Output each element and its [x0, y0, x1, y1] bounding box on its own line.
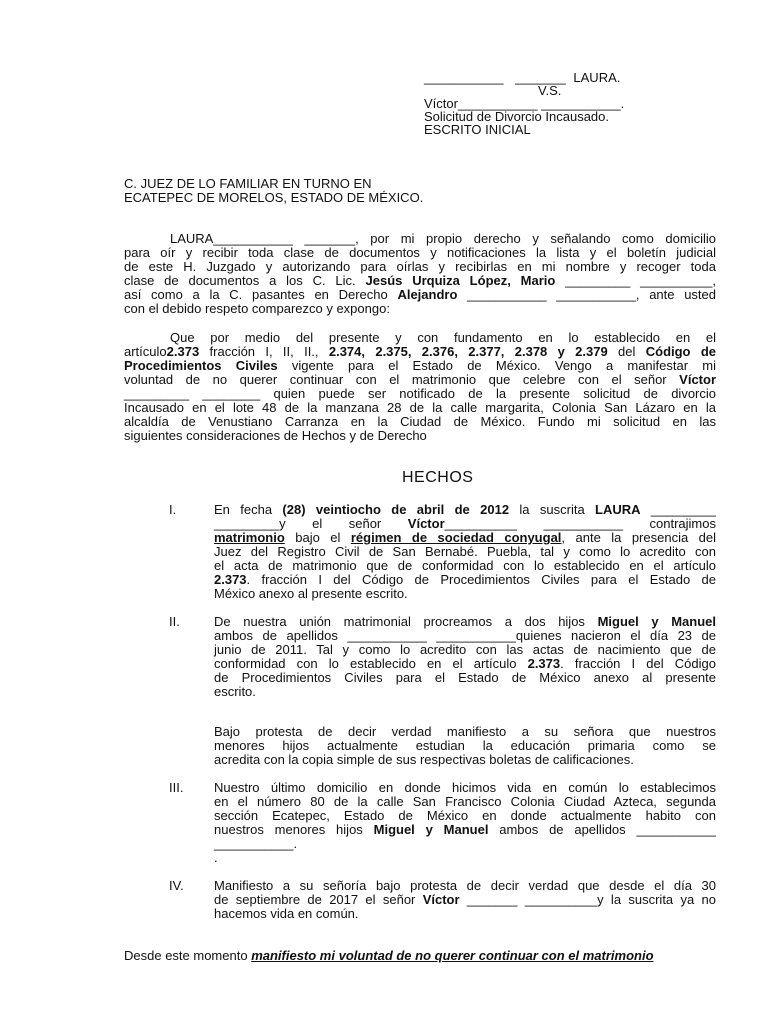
- fact-ii-protest: [214, 725, 716, 767]
- fact-iii-line-1: Nuestro último domicilio en donde hicimos vida en común lo establecimos: [214, 780, 716, 795]
- legal-fractions: fracción I, II, II.,: [199, 344, 319, 359]
- fact-iv-spouse: Víctor: [422, 892, 460, 907]
- fact-ii-article: 2.373: [527, 656, 561, 671]
- fact-iii-l4a: nuestros menores hijos: [214, 822, 374, 837]
- intro-paragraph: [124, 232, 716, 316]
- header-blank-2: _______: [515, 70, 566, 85]
- fact-i-blank: _________: [640, 502, 716, 517]
- fact-iv-line-3: hacemos vida en común.: [214, 906, 359, 921]
- header-defendant: Víctor___________ ___________.: [424, 96, 625, 111]
- fact-ii-protest-line-2: menores hijos actualmente estudian la educación primaria como se: [214, 738, 716, 753]
- fact-i-line-3: [214, 531, 716, 545]
- intro-line-1: [124, 232, 716, 246]
- fact-ii-line-3: junio de 2011. Tal y como lo acredito con las actas de nacimiento que de: [214, 642, 716, 657]
- legal-basis-paragraph: [124, 331, 716, 443]
- fact-i-text: [214, 503, 716, 601]
- fact-ii-text: [214, 615, 716, 699]
- fact-iv-l2c: _______ __________y la suscrita ya no: [459, 892, 716, 907]
- fact-iv-l2a: de septiembre de 2017 el señor: [214, 892, 423, 907]
- addressee-line-2: ECATEPEC DE MORELOS, ESTADO DE MÉXICO.: [124, 190, 424, 205]
- fact-iii-line-2: en el número 80 de la calle San Francisco Colonia Ciudad Azteca, segunda: [214, 794, 716, 809]
- fact-ii-line-1: [214, 615, 716, 629]
- fact-ii-line-5: de Procedimientos Civiles para el Estado de México anexo al presente: [214, 670, 716, 685]
- fact-ii-l1a: De nuestra unión matrimonial procreamos a dos hijos: [214, 614, 598, 629]
- intro-blanks: _________ __________,: [555, 273, 716, 288]
- fact-ii-protest-line-1: Bajo protesta de decir verdad manifiesto a su señora que nuestros: [214, 724, 716, 739]
- fact-i-regime: régimen de sociedad conyugal: [350, 530, 562, 545]
- fact-iii-line-5: ___________.: [214, 836, 298, 851]
- fact-ii-children: Miguel y Manuel: [597, 614, 716, 629]
- header-parties-line: [424, 71, 620, 85]
- intro-line-5: [124, 288, 716, 302]
- fact-iii-text: [214, 781, 716, 865]
- fact-i-line-7: México anexo al presente escrito.: [214, 586, 408, 601]
- intro-line-3: de este H. Juzgado y autorizando para oírlas y recibirlas en mi nombre y recoger toda: [124, 259, 716, 274]
- legal-article-main: 2.373: [166, 344, 200, 359]
- closing-statement: manifiesto mi voluntad de no querer continuar con el matrimonio: [251, 948, 654, 963]
- fact-ii-l4a: conformidad con lo establecido en el artículo: [214, 656, 528, 671]
- legal-line-4-text: voluntad de no querer continuar con el matrimonio que celebre con el señor: [124, 372, 680, 387]
- fact-i-l1c: la suscrita: [509, 502, 596, 517]
- intro-line-1-text: ___________ _______, por mi propio derecho y señalando como domicilio: [213, 231, 716, 246]
- intro-line-5-text: así como a la C. pasantes en Derecho: [124, 287, 398, 302]
- intro-line-4: [124, 274, 716, 288]
- fact-i-l2c: __________ ___________ contrajimos: [444, 516, 716, 531]
- fact-i-line-1: [214, 503, 716, 517]
- intro-line-4-text: clase de documentos a los C. Lic.: [124, 273, 366, 288]
- fact-i-name: LAURA: [595, 502, 641, 517]
- header-case-type: Solicitud de Divorcio Incausado.: [424, 109, 609, 124]
- addressee-line-1: C. JUEZ DE LO FAMILIAR EN TURNO EN: [124, 176, 372, 191]
- legal-line-4: [124, 373, 716, 387]
- legal-line-2: [124, 345, 716, 359]
- intro-line-2: para oír y recibir toda clase de documentos y notificaciones la lista y el boletín judicial: [124, 245, 716, 260]
- legal-articles: 2.374, 2.375, 2.376, 2.377, 2.378 y 2.379: [318, 344, 608, 359]
- closing-line: [124, 949, 654, 963]
- header-blank-1: ___________: [424, 70, 504, 85]
- fact-iii-line-4: [214, 823, 716, 837]
- fact-i-l3d: , ante la presencia del: [561, 530, 716, 545]
- fact-iii-numeral: III.: [169, 780, 184, 795]
- legal-line-8: siguientes consideraciones de Hechos y de Derecho: [124, 428, 427, 443]
- fact-i-l6b: . fracción I del Código de Procedimientos Civiles para el Estado de: [246, 572, 716, 587]
- fact-i-l3b: bajo el: [284, 530, 351, 545]
- fact-ii-protest-line-3: acredita con la copia simple de sus respectivas boletas de calificaciones.: [214, 752, 634, 767]
- fact-ii-line-6: escrito.: [214, 684, 256, 699]
- legal-line-6: Incausado en el lote 48 de la manzana 28 de la calle margarita, Colonia San Lázaro en la: [124, 400, 716, 415]
- fact-i-numeral: I.: [169, 502, 177, 517]
- closing-intro: Desde este momento: [124, 948, 252, 963]
- fact-iv-text: [214, 879, 716, 921]
- fact-ii-line-4: [214, 657, 716, 671]
- fact-iv-line-1: Manifiesto a su señoría bajo protesta de decir verdad que desde el día 30: [214, 878, 716, 893]
- legal-code-start: Código de: [645, 344, 716, 359]
- fact-i-spouse: Víctor: [407, 516, 445, 531]
- intro-lawyers: Jesús Urquiza López, Mario: [365, 273, 556, 288]
- header-doc-type: ESCRITO INICIAL: [424, 122, 531, 137]
- fact-i-article: 2.373: [214, 572, 247, 587]
- legal-line-3-text: vigente para el Estado de México. Vengo a manifestar mi: [277, 358, 716, 373]
- legal-code-end: Procedimientos Civiles: [124, 358, 278, 373]
- fact-i-l1a: En fecha: [214, 502, 283, 517]
- fact-iii-line-3: sección Ecatepec, Estado de México en donde actualmente habito con: [214, 808, 716, 823]
- legal-spouse-name: Víctor: [679, 372, 716, 387]
- fact-i-line-6: [214, 573, 716, 587]
- legal-article-word: artículo: [124, 344, 167, 359]
- fact-i-line-2: [214, 517, 716, 531]
- fact-iii-children: Miguel y Manuel: [373, 822, 489, 837]
- fact-i-line-4: Juez del Registro Civil de San Bernabé. Puebla, tal y como lo acredito con: [214, 544, 716, 559]
- fact-i-date: (28) veintiocho de abril de 2012: [282, 502, 510, 517]
- legal-line-7: alcaldía de Venustiano Carranza en la Ciudad de México. Fundo mi solicitud en las: [124, 414, 716, 429]
- legal-line-5: _________ ________ quien puede ser notificado de la presente solicitud de divorcio: [124, 386, 716, 401]
- intro-line-6: con el debido respeto comparezco y expongo:: [124, 301, 390, 316]
- fact-iii-line-6: .: [214, 850, 218, 865]
- legal-line-3: [124, 359, 716, 373]
- fact-i-l2a: _________y el señor: [214, 516, 408, 531]
- fact-iii-l4c: ambos de apellidos ___________: [488, 822, 717, 837]
- legal-del: del: [607, 344, 646, 359]
- fact-ii-line-2: ambos de apellidos ___________ ___________quienes nacieron el día 23 de: [214, 628, 716, 643]
- fact-ii-l4c: . fracción I del Código: [560, 656, 716, 671]
- intro-name: LAURA: [170, 231, 214, 246]
- hechos-heading: HECHOS: [402, 469, 474, 486]
- legal-line-1: Que por medio del presente y con fundamento en lo establecido en el: [170, 330, 716, 345]
- fact-i-line-5: el acta de matrimonio que de conformidad con lo establecido en el artículo: [214, 558, 716, 573]
- header-versus: V.S.: [538, 83, 562, 98]
- fact-ii-numeral: II.: [169, 614, 180, 629]
- intro-line-5-end: ___________ ___________, ante usted: [457, 287, 716, 302]
- intro-intern-name: Alejandro: [397, 287, 458, 302]
- fact-i-matrimonio: matrimonio: [214, 530, 285, 545]
- header-plaintiff-name: LAURA.: [573, 70, 621, 85]
- fact-iv-line-2: [214, 893, 716, 907]
- fact-iv-numeral: IV.: [169, 878, 184, 893]
